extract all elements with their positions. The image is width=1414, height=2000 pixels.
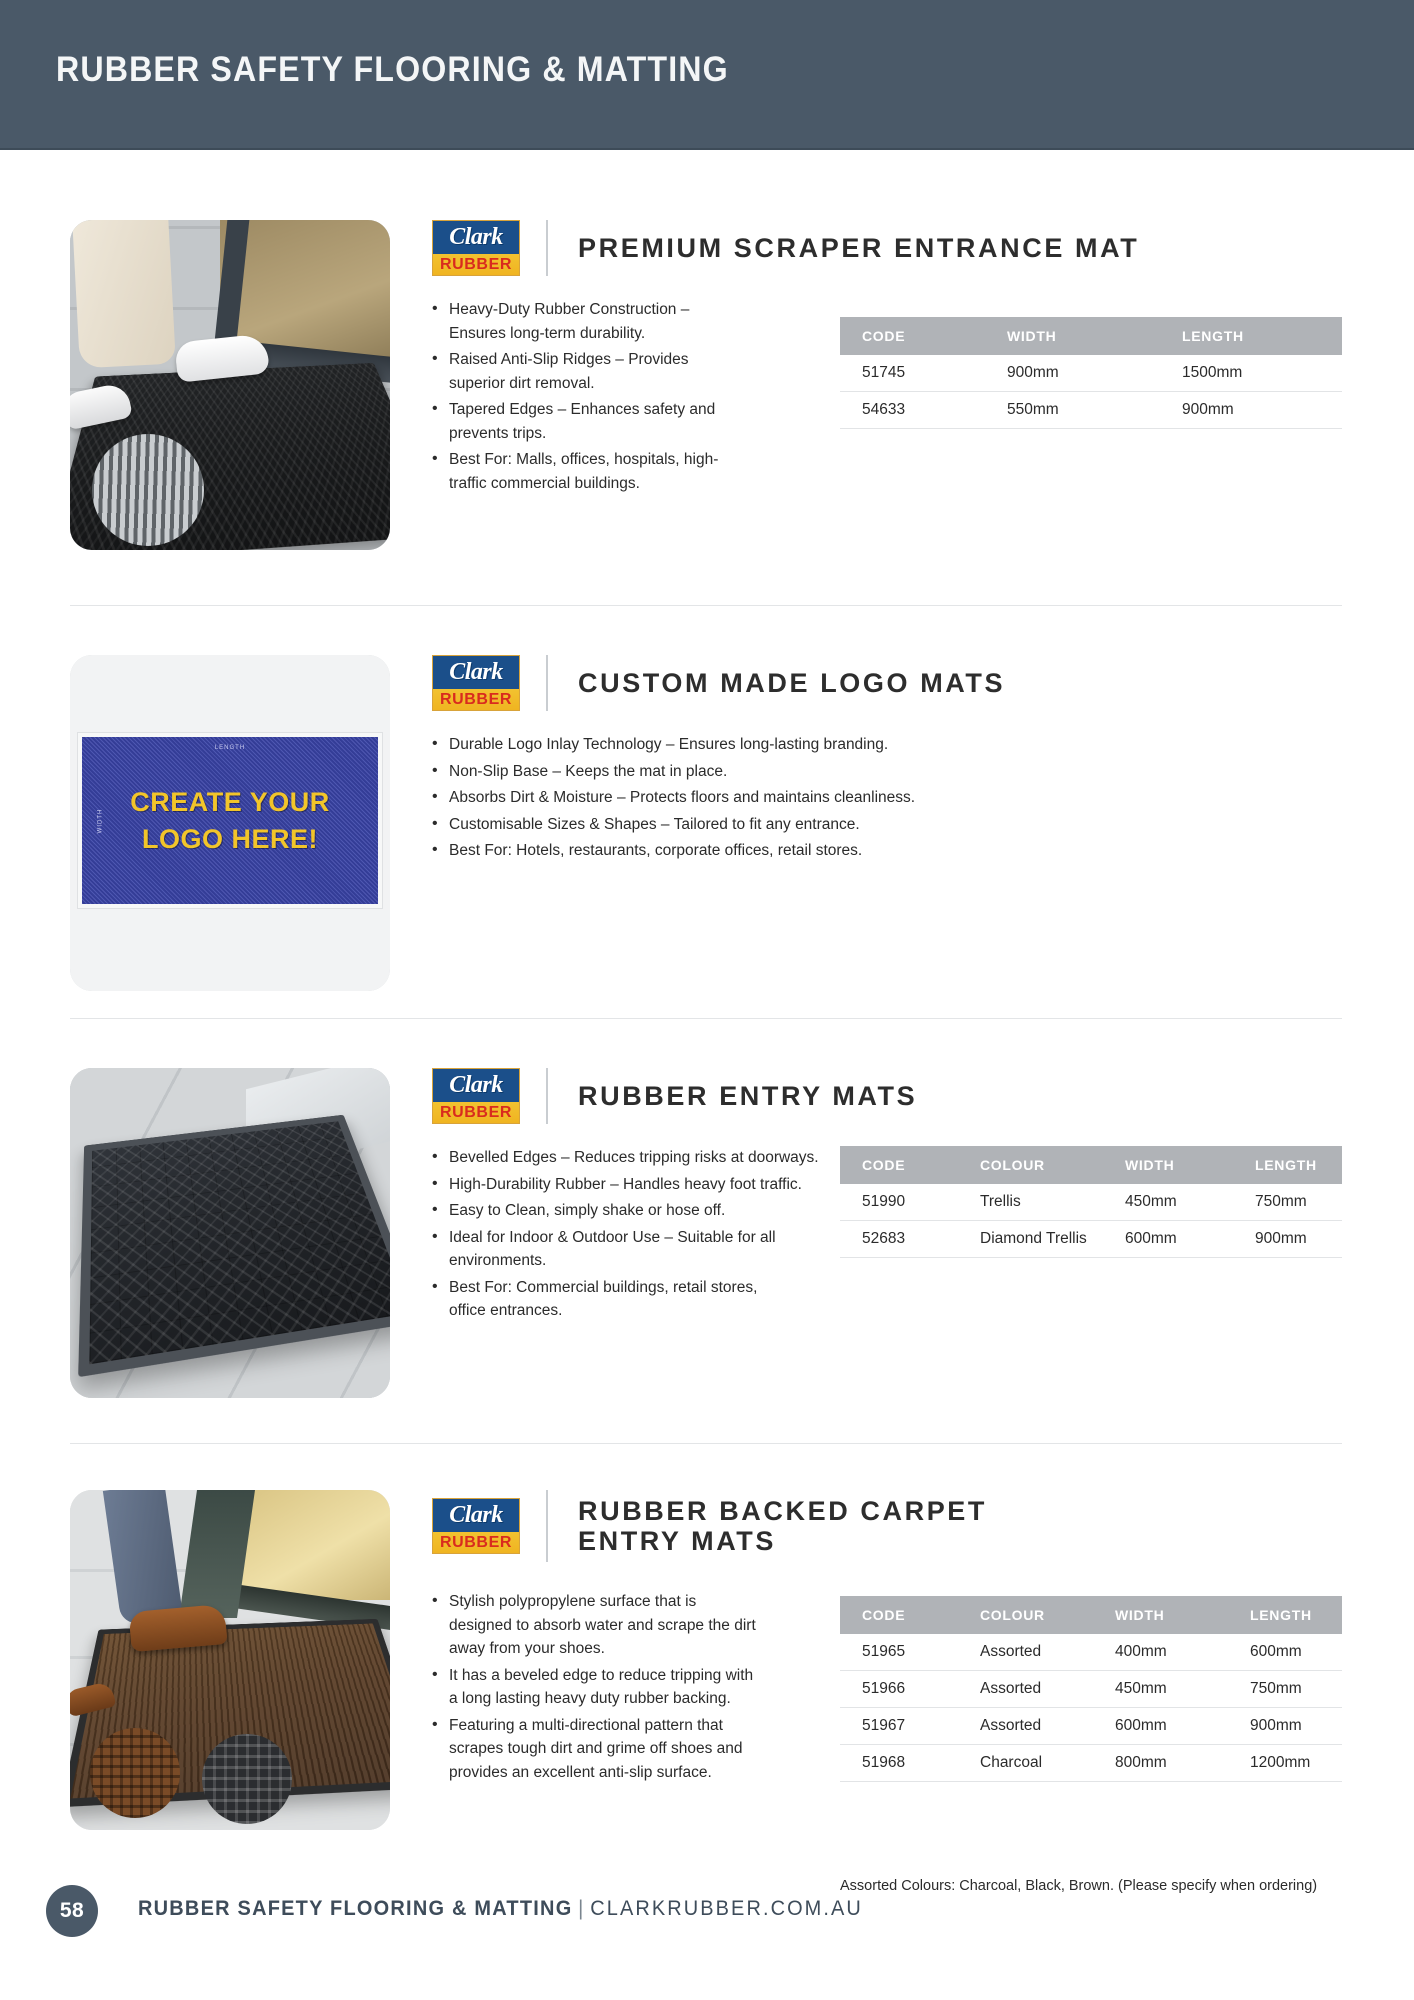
doorway-art [238, 1490, 390, 1600]
title-divider [546, 1068, 548, 1124]
table-header-row [840, 1596, 1342, 1634]
list-item: • Customisable Sizes & Shapes – Tailored to fit any entrance. [432, 813, 1352, 837]
table-row [840, 1745, 1342, 1782]
column-header-width: WIDTH [1103, 1146, 1233, 1184]
page-number-badge: 58 [46, 1885, 98, 1937]
clark-rubber-logo [432, 1068, 520, 1124]
mat-text-line-1: CREATE YOUR [130, 786, 330, 817]
boot-art [128, 1604, 227, 1652]
product-title: PREMIUM SCRAPER ENTRANCE MAT [578, 232, 1140, 263]
spec-table-rubber-entry-mats [840, 1146, 1342, 1258]
table-row [840, 355, 1342, 392]
column-header-colour: COLOUR [958, 1146, 1103, 1184]
product-photo-premium-scraper [70, 220, 390, 550]
cell-length: 750mm [1228, 1671, 1342, 1708]
cell-length: 900mm [1160, 392, 1342, 429]
cell-colour: Diamond Trellis [958, 1221, 1103, 1258]
brand-and-title-row [432, 1490, 1352, 1562]
cell-width: 450mm [1103, 1184, 1233, 1221]
footer-section-name: RUBBER SAFETY FLOORING & MATTING [138, 1897, 573, 1920]
cell-colour: Assorted [958, 1634, 1093, 1671]
list-item: • Best For: Malls, offices, hospitals, high-traffic commercial buildings. [432, 448, 732, 495]
product-title: RUBBER ENTRY MATS [578, 1080, 918, 1111]
clark-rubber-logo [432, 655, 520, 711]
cell-colour: Assorted [958, 1671, 1093, 1708]
list-item: • Ideal for Indoor & Outdoor Use – Suitable for all environments. [432, 1226, 787, 1273]
table-row [840, 392, 1342, 429]
cell-length: 900mm [1233, 1221, 1342, 1258]
product-title-line-1: RUBBER BACKED CARPET [578, 1495, 988, 1526]
cell-width: 600mm [1103, 1221, 1233, 1258]
spec-table-premium-scraper [840, 317, 1342, 429]
table-row [840, 1221, 1342, 1258]
title-divider [546, 220, 548, 276]
list-item: • Best For: Commercial buildings, retail stores, office entrances. [432, 1276, 762, 1323]
column-header-code: CODE [840, 1596, 958, 1634]
table-row [840, 1671, 1342, 1708]
list-item: • Non-Slip Base – Keeps the mat in place. [432, 760, 1352, 784]
list-item: • Featuring a multi-directional pattern that scrapes tough dirt and grime off shoes and provides an excellent anti-slip surface. [432, 1714, 777, 1785]
feature-list [432, 733, 1352, 863]
list-item: • Raised Anti-Slip Ridges – Provides superior dirt removal. [432, 348, 732, 395]
column-header-code: CODE [840, 317, 985, 355]
colour-swatch-charcoal [202, 1734, 292, 1824]
product-title-block [578, 1496, 987, 1556]
page-header [0, 0, 1414, 150]
cell-width: 450mm [1093, 1671, 1228, 1708]
mat-text-line-2: LOGO HERE! [141, 823, 318, 854]
logo-clark-text: Clark [449, 224, 503, 250]
cell-code: 51966 [840, 1671, 958, 1708]
list-item: • Bevelled Edges – Reduces tripping risks at doorways. [432, 1146, 822, 1170]
product-content [432, 655, 1352, 866]
cell-code: 51990 [840, 1184, 958, 1221]
cell-colour: Assorted [958, 1708, 1093, 1745]
list-item: • Best For: Hotels, restaurants, corporate offices, retail stores. [432, 839, 1352, 863]
cell-colour: Trellis [958, 1184, 1103, 1221]
trousers-art [72, 220, 176, 368]
logo-clark-text: Clark [449, 659, 503, 685]
cell-code: 54633 [840, 392, 985, 429]
logo-mat-art [78, 733, 382, 908]
column-header-code: CODE [840, 1146, 958, 1184]
list-item: • Durable Logo Inlay Technology – Ensures long-lasting branding. [432, 733, 1352, 757]
cell-code: 51967 [840, 1708, 958, 1745]
column-header-width: WIDTH [985, 317, 1160, 355]
brand-and-title-row [432, 220, 1352, 276]
section-divider [70, 605, 1342, 606]
clark-rubber-logo [432, 1498, 520, 1554]
footer-text [138, 1897, 863, 1921]
product-photo-rubber-backed-carpet-mat [70, 1490, 390, 1830]
list-item: • High-Durability Rubber – Handles heavy foot traffic. [432, 1173, 822, 1197]
product-title-line-2: ENTRY MATS [578, 1526, 777, 1556]
logo-rubber-text: RUBBER [433, 1102, 519, 1123]
list-item: • It has a beveled edge to reduce tripping with a long lasting heavy duty rubber backing. [432, 1664, 762, 1711]
assorted-colours-note: Assorted Colours: Charcoal, Black, Brown. (Please specify when ordering) [840, 1878, 1318, 1894]
cell-code: 51968 [840, 1745, 958, 1782]
column-header-length: LENGTH [1160, 317, 1342, 355]
logo-rubber-text: RUBBER [433, 1532, 519, 1553]
list-item: • Absorbs Dirt & Moisture – Protects floors and maintains cleanliness. [432, 786, 1352, 810]
table-row [840, 1634, 1342, 1671]
cell-length: 600mm [1228, 1634, 1342, 1671]
cell-width: 400mm [1093, 1634, 1228, 1671]
cell-code: 51965 [840, 1634, 958, 1671]
cell-width: 600mm [1093, 1708, 1228, 1745]
product-photo-rubber-entry-mat [70, 1068, 390, 1398]
table-header-row [840, 317, 1342, 355]
table-header-row [840, 1146, 1342, 1184]
cell-colour: Charcoal [958, 1745, 1093, 1782]
page-title: RUBBER SAFETY FLOORING & MATTING [56, 50, 729, 89]
section-divider [70, 1443, 1342, 1444]
list-item: • Stylish polypropylene surface that is designed to absorb water and scrape the dirt away from your shoes. [432, 1590, 762, 1661]
column-header-colour: COLOUR [958, 1596, 1093, 1634]
footer-website[interactable]: CLARKRUBBER.COM.AU [590, 1897, 863, 1920]
colour-swatch-brown [90, 1728, 180, 1818]
column-header-length: LENGTH [1228, 1596, 1342, 1634]
cell-width: 800mm [1093, 1745, 1228, 1782]
cell-length: 1500mm [1160, 355, 1342, 392]
spec-table-rubber-backed-carpet [840, 1596, 1342, 1782]
list-item: • Tapered Edges – Enhances safety and prevents trips. [432, 398, 732, 445]
column-header-width: WIDTH [1093, 1596, 1228, 1634]
list-item: • Easy to Clean, simply shake or hose off. [432, 1199, 822, 1223]
dimension-label-length: LENGTH [214, 745, 246, 751]
footer-separator: | [578, 1897, 585, 1920]
cell-length: 900mm [1228, 1708, 1342, 1745]
table-row [840, 1184, 1342, 1221]
brand-and-title-row [432, 1068, 1352, 1124]
brand-and-title-row [432, 655, 1352, 711]
table-row [840, 1708, 1342, 1745]
cell-length: 1200mm [1228, 1745, 1342, 1782]
title-divider [546, 655, 548, 711]
column-header-length: LENGTH [1233, 1146, 1342, 1184]
clark-rubber-logo [432, 220, 520, 276]
cell-code: 51745 [840, 355, 985, 392]
product-title: CUSTOM MADE LOGO MATS [578, 667, 1006, 698]
cell-code: 52683 [840, 1221, 958, 1258]
list-item: • Heavy-Duty Rubber Construction – Ensures long-term durability. [432, 298, 732, 345]
cell-length: 750mm [1233, 1184, 1342, 1221]
title-divider [546, 1490, 548, 1562]
logo-clark-text: Clark [449, 1502, 503, 1528]
section-divider [70, 1018, 1342, 1019]
logo-clark-text: Clark [449, 1072, 503, 1098]
cell-width: 900mm [985, 355, 1160, 392]
logo-rubber-text: RUBBER [433, 689, 519, 710]
drain-grate-art [92, 434, 204, 546]
product-photo-custom-logo-mat [70, 655, 390, 991]
logo-rubber-text: RUBBER [433, 254, 519, 275]
cell-width: 550mm [985, 392, 1160, 429]
dimension-label-width: WIDTH [97, 808, 104, 833]
